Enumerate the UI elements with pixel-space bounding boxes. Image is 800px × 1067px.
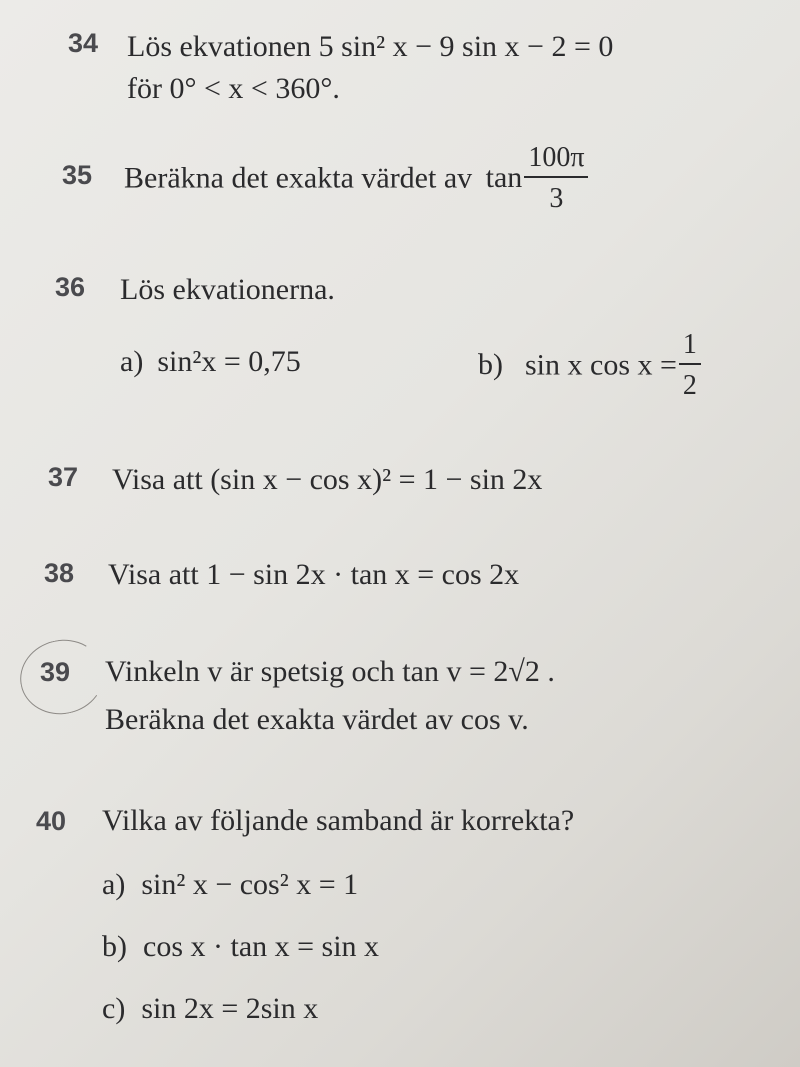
problem-text: Visa att 1 − sin 2x · tan x = cos 2x bbox=[108, 558, 520, 591]
subproblem-c: c) sin 2x = 2sin x bbox=[102, 992, 319, 1025]
subproblem-a: a) sin² x − cos² x = 1 bbox=[102, 868, 359, 901]
problem-number: 40 bbox=[36, 806, 67, 836]
equation: (sin x − cos x)² = 1 − sin 2x bbox=[210, 463, 543, 496]
fraction: $\frac{1}{2}$ bbox=[679, 330, 701, 401]
problem-text: Lös ekvationerna. bbox=[120, 273, 335, 306]
fraction: $\frac{100\pi}{3}$ bbox=[524, 143, 588, 214]
problem-text: Visa att (sin x − cos x)² = 1 − sin 2x bbox=[112, 463, 543, 496]
subproblem-a: a) sin²x = 0,75 bbox=[120, 345, 301, 378]
subproblem-b: b) sin x cos x = $\frac{1}{2}$ bbox=[478, 330, 701, 401]
problem-text-line2: Beräkna det exakta värdet av cos v. bbox=[105, 703, 529, 736]
problem-number: 39 bbox=[40, 657, 71, 687]
problem-number: 34 bbox=[68, 28, 99, 58]
equation: 1 − sin 2x · tan x = cos 2x bbox=[206, 558, 520, 591]
problem-number: 36 bbox=[55, 272, 86, 302]
equation: 5 sin² x − 9 sin x − 2 = 0 bbox=[318, 30, 614, 63]
problem-number: 35 bbox=[62, 160, 93, 190]
problem-text: Beräkna det exakta värdet av tan $\frac{100\pi}{3}$ bbox=[124, 143, 588, 214]
condition: för 0° < x < 360°. bbox=[127, 72, 340, 105]
problem-number: 38 bbox=[44, 558, 75, 588]
problem-text: Lös ekvationen 5 sin² x − 9 sin x − 2 = 0 bbox=[127, 30, 614, 63]
subproblem-b: b) cos x · tan x = sin x bbox=[102, 930, 380, 963]
problem-number: 37 bbox=[48, 462, 79, 492]
problem-text: Vilka av följande samband är korrekta? bbox=[102, 804, 575, 837]
problem-text: Vinkeln v är spetsig och tan v = 2√2 . bbox=[105, 655, 555, 688]
